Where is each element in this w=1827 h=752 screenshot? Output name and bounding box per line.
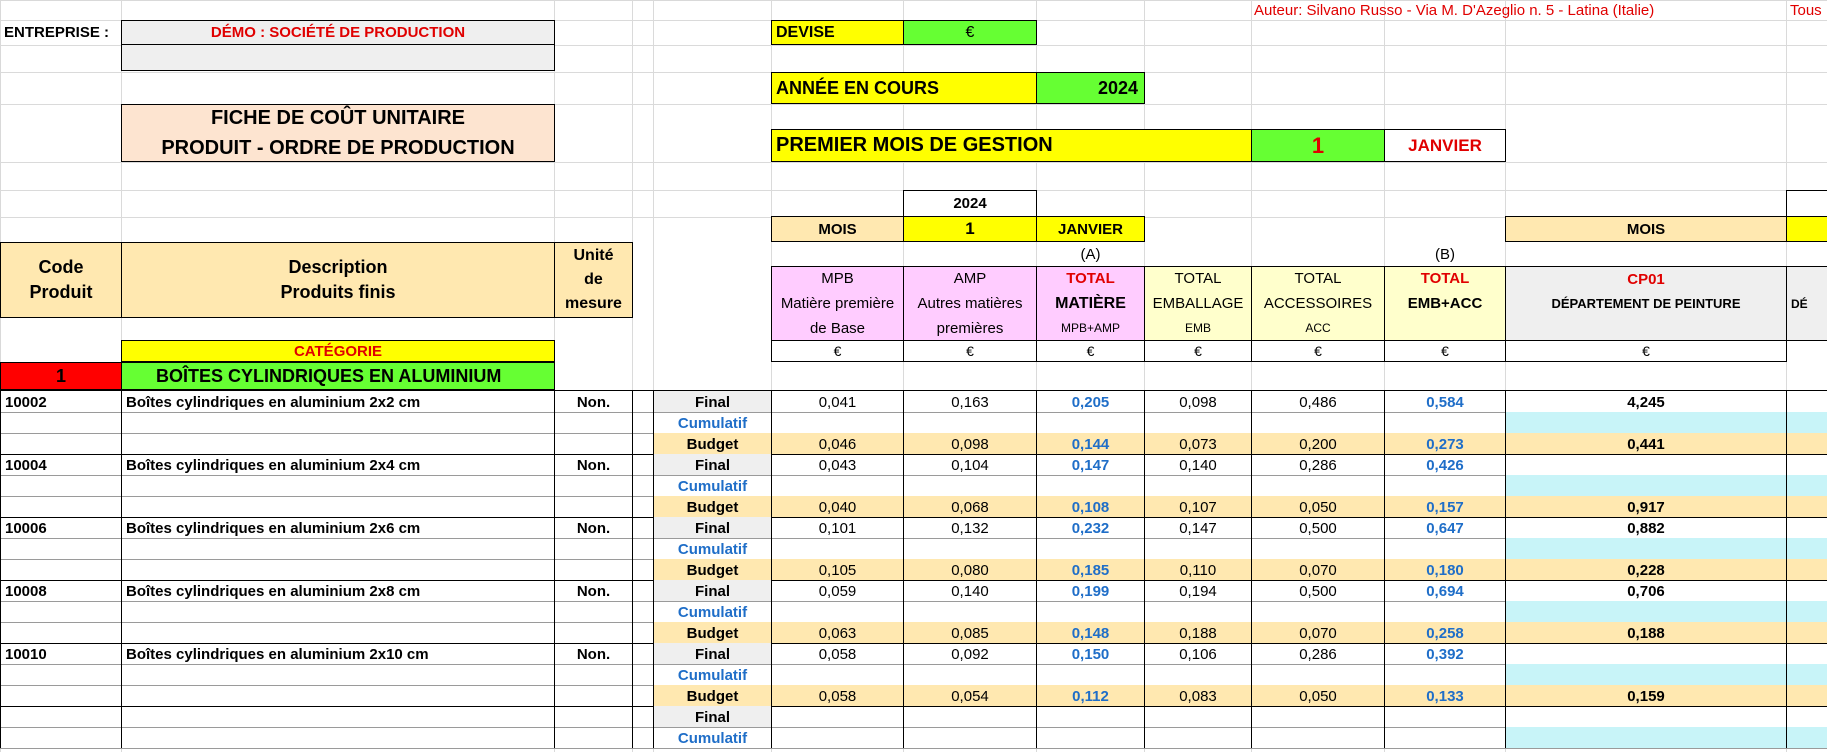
header-tm-code: TOTAL [1066,270,1115,287]
cell-cp01[interactable]: 4,245 [1505,391,1787,413]
cell-cp01[interactable]: 0,917 [1505,496,1787,518]
category-label: CATÉGORIE [121,340,555,362]
cell-total-matiere[interactable] [1036,706,1145,728]
header-code-line2: Produit [29,282,93,302]
title-line-1: FICHE DE COÛT UNITAIRE [210,107,466,129]
cell-mpb[interactable] [771,664,904,686]
cell-cp01[interactable]: 0,159 [1505,685,1787,707]
cell-description[interactable]: Boîtes cylindriques en aluminium 2x8 cm [121,580,555,602]
header-unit-line1: Unité [573,247,614,264]
header-mpb [771,266,904,341]
category-number-cell[interactable]: 1 [0,362,122,390]
cell-spacer[interactable] [632,706,654,728]
cell-total-matiere[interactable]: 0,148 [1036,622,1145,644]
header-ta-line2: ACC [1305,321,1331,335]
cell-code[interactable] [0,706,122,728]
header-next-dept [1786,266,1827,341]
header-mpb-line2: de Base [809,320,866,337]
cell-total-emb-acc[interactable]: 0,133 [1384,685,1506,707]
cell-total-emballage[interactable]: 0,188 [1144,622,1252,644]
cell-description[interactable] [121,685,555,707]
cell-total-matiere[interactable]: 0,185 [1036,559,1145,581]
cell-total-matiere[interactable]: 0,199 [1036,580,1145,602]
first-month-name-cell[interactable]: JANVIER [1384,129,1506,162]
unit-mpb: € [771,340,904,362]
cell-total-accessoires[interactable] [1251,601,1385,623]
cell-total-emb-acc[interactable]: 0,584 [1384,391,1506,413]
cell-next-dept[interactable] [1786,412,1827,434]
cell-total-emb-acc[interactable] [1384,727,1506,749]
cell-mpb[interactable] [771,538,904,560]
cell-cp01[interactable]: 0,882 [1505,517,1787,539]
cell-unit[interactable] [554,706,633,728]
header-description [121,242,555,318]
cell-amp[interactable]: 0,140 [903,580,1037,602]
cell-total-accessoires[interactable] [1251,706,1385,728]
cell-total-accessoires[interactable]: 0,070 [1251,622,1385,644]
cell-next-dept[interactable] [1786,517,1827,539]
cell-code[interactable] [0,685,122,707]
cell-next-dept[interactable] [1786,727,1827,749]
cell-mpb[interactable]: 0,043 [771,454,904,476]
cell-total-matiere[interactable] [1036,412,1145,434]
cell-unit[interactable]: Non. [554,391,633,413]
cell-mpb[interactable]: 0,105 [771,559,904,581]
cell-total-accessoires[interactable] [1251,727,1385,749]
header-total-matiere [1036,266,1145,341]
cell-unit[interactable] [554,433,633,455]
header-cp01 [1505,266,1787,341]
cell-total-accessoires[interactable]: 0,500 [1251,517,1385,539]
cell-mpb[interactable]: 0,041 [771,391,904,413]
unit-tea: € [1384,340,1506,362]
cell-description[interactable] [121,727,555,749]
cell-type[interactable]: Budget [653,685,772,707]
cell-spacer[interactable] [632,727,654,749]
unit-amp: € [903,340,1037,362]
cell-type[interactable]: Cumulatif [653,601,772,623]
cell-description[interactable] [121,559,555,581]
header-ta-line1: ACCESSOIRES [1263,295,1373,312]
company-name-cell[interactable]: DÉMO : SOCIÉTÉ DE PRODUCTION [121,20,555,45]
cell-mpb[interactable]: 0,058 [771,643,904,665]
cell-amp[interactable] [903,601,1037,623]
cell-total-emb-acc[interactable]: 0,180 [1384,559,1506,581]
cell-unit[interactable] [554,412,633,434]
company-extra-cell[interactable] [121,44,555,71]
cell-total-emb-acc[interactable]: 0,258 [1384,622,1506,644]
cell-total-emballage[interactable]: 0,106 [1144,643,1252,665]
cell-description[interactable] [121,475,555,497]
cell-total-emballage[interactable]: 0,147 [1144,517,1252,539]
cell-unit[interactable] [554,622,633,644]
cell-description[interactable] [121,664,555,686]
unit-tm: € [1036,340,1145,362]
cell-next-dept[interactable] [1786,391,1827,413]
cell-amp[interactable]: 0,068 [903,496,1037,518]
right-year-cell[interactable] [1786,190,1827,217]
header-mpb-code: MPB [821,270,854,287]
cell-type[interactable]: Budget [653,559,772,581]
header-total-accessoires [1251,266,1385,341]
cell-type[interactable]: Cumulatif [653,412,772,434]
cell-next-dept[interactable] [1786,601,1827,623]
cell-total-matiere[interactable]: 0,205 [1036,391,1145,413]
cell-unit[interactable] [554,601,633,623]
cell-spacer[interactable] [632,685,654,707]
header-mpb-line1: Matière première [780,295,895,312]
cell-description[interactable] [121,433,555,455]
cell-total-matiere[interactable]: 0,232 [1036,517,1145,539]
cell-total-accessoires[interactable] [1251,475,1385,497]
cell-amp[interactable]: 0,163 [903,391,1037,413]
cell-cp01[interactable]: 0,441 [1505,433,1787,455]
cell-code[interactable]: 10010 [0,643,122,665]
cell-code[interactable] [0,433,122,455]
cell-cp01[interactable] [1505,475,1787,497]
cell-cp01[interactable] [1505,538,1787,560]
cell-spacer[interactable] [632,538,654,560]
cell-cp01[interactable]: 0,188 [1505,622,1787,644]
cell-unit[interactable]: Non. [554,643,633,665]
cell-spacer[interactable] [632,496,654,518]
cell-code[interactable] [0,496,122,518]
cell-spacer[interactable] [632,517,654,539]
cell-amp[interactable] [903,538,1037,560]
cell-total-matiere[interactable] [1036,538,1145,560]
cell-amp[interactable]: 0,132 [903,517,1037,539]
cell-total-matiere[interactable] [1036,727,1145,749]
unit-ta: € [1251,340,1385,362]
cell-total-accessoires[interactable] [1251,412,1385,434]
cell-type[interactable]: Budget [653,622,772,644]
cell-type[interactable]: Cumulatif [653,538,772,560]
cell-code[interactable] [0,412,122,434]
cell-total-accessoires[interactable]: 0,486 [1251,391,1385,413]
first-month-label: PREMIER MOIS DE GESTION [771,129,1252,162]
currency-value-cell[interactable]: € [903,20,1037,45]
header-tm-line1: MATIÈRE [1055,295,1126,312]
cell-mpb[interactable] [771,706,904,728]
cell-total-emb-acc[interactable]: 0,647 [1384,517,1506,539]
cell-code[interactable]: 10004 [0,454,122,476]
cell-total-emballage[interactable]: 0,194 [1144,580,1252,602]
header-code-line1: Code [38,257,84,277]
cell-type[interactable]: Final [653,706,772,728]
header-te-line2: EMB [1184,321,1211,335]
gridline [0,162,1827,163]
rows-top-border [0,390,1827,391]
cell-total-emb-acc[interactable] [1384,412,1506,434]
cell-unit[interactable] [554,727,633,749]
period-month-number-cell[interactable]: 1 [903,216,1037,242]
cell-next-dept[interactable] [1786,664,1827,686]
cell-total-emb-acc[interactable] [1384,601,1506,623]
cell-total-emballage[interactable] [1144,664,1252,686]
cell-total-emb-acc[interactable]: 0,273 [1384,433,1506,455]
period-month-label: MOIS [771,216,904,242]
first-month-number-cell[interactable]: 1 [1251,129,1385,162]
header-amp [903,266,1037,341]
cell-spacer[interactable] [632,412,654,434]
cell-total-emballage[interactable] [1144,601,1252,623]
sheet-title [121,104,555,162]
cell-mpb[interactable] [771,412,904,434]
cell-amp[interactable]: 0,054 [903,685,1037,707]
cell-mpb[interactable]: 0,058 [771,685,904,707]
cell-type[interactable]: Final [653,580,772,602]
cell-cp01[interactable] [1505,454,1787,476]
cell-total-emballage[interactable] [1144,538,1252,560]
cell-total-emballage[interactable]: 0,110 [1144,559,1252,581]
header-unit-line3: mesure [565,295,622,312]
cell-amp[interactable] [903,706,1037,728]
cell-spacer[interactable] [632,664,654,686]
header-total-emballage [1144,266,1252,341]
cell-unit[interactable]: Non. [554,580,633,602]
cell-description[interactable] [121,538,555,560]
cell-type[interactable]: Cumulatif [653,727,772,749]
cell-amp[interactable]: 0,092 [903,643,1037,665]
cell-amp[interactable] [903,475,1037,497]
cell-unit[interactable] [554,664,633,686]
period-month-name-cell[interactable]: JANVIER [1036,216,1145,242]
header-amp-line2: premières [936,320,1004,337]
header-tea-line1: EMB+ACC [1407,295,1483,312]
cell-cp01[interactable] [1505,706,1787,728]
cell-mpb[interactable] [771,727,904,749]
cell-mpb[interactable]: 0,063 [771,622,904,644]
header-ta-code: TOTAL [1294,270,1342,287]
cell-spacer[interactable] [632,580,654,602]
cell-unit[interactable] [554,496,633,518]
cell-total-accessoires[interactable]: 0,286 [1251,454,1385,476]
cell-next-dept[interactable] [1786,580,1827,602]
header-te-code: TOTAL [1174,270,1222,287]
right-month-cell[interactable] [1786,216,1827,242]
cell-mpb[interactable] [771,475,904,497]
header-code-produit [0,242,122,318]
cell-mpb[interactable]: 0,059 [771,580,904,602]
cell-code[interactable]: 10006 [0,517,122,539]
cell-code[interactable]: 10008 [0,580,122,602]
cell-next-dept[interactable] [1786,475,1827,497]
cell-description[interactable]: Boîtes cylindriques en aluminium 2x10 cm [121,643,555,665]
cell-total-accessoires[interactable] [1251,538,1385,560]
cell-mpb[interactable]: 0,046 [771,433,904,455]
cell-spacer[interactable] [632,601,654,623]
cell-total-matiere[interactable]: 0,147 [1036,454,1145,476]
cell-type[interactable]: Budget [653,496,772,518]
cell-cp01[interactable] [1505,727,1787,749]
cell-total-matiere[interactable]: 0,112 [1036,685,1145,707]
cell-total-emb-acc[interactable] [1384,475,1506,497]
cell-description[interactable]: Boîtes cylindriques en aluminium 2x4 cm [121,454,555,476]
cell-amp[interactable]: 0,085 [903,622,1037,644]
cell-type[interactable]: Final [653,517,772,539]
cell-next-dept[interactable] [1786,622,1827,644]
cell-cp01[interactable] [1505,664,1787,686]
unit-te: € [1144,340,1252,362]
cell-total-emballage[interactable] [1144,412,1252,434]
cell-mpb[interactable] [771,601,904,623]
cell-code[interactable] [0,601,122,623]
year-value-cell[interactable]: 2024 [1036,72,1145,104]
cell-total-accessoires[interactable]: 0,050 [1251,685,1385,707]
cell-amp[interactable]: 0,098 [903,433,1037,455]
header-te-line1: EMBALLAGE [1152,295,1244,312]
cell-spacer[interactable] [632,559,654,581]
cell-unit[interactable]: Non. [554,454,633,476]
cell-cp01[interactable] [1505,412,1787,434]
cell-unit[interactable] [554,538,633,560]
header-total-emb-acc [1384,266,1506,341]
marker-a: (A) [1080,246,1101,263]
cell-description[interactable] [121,496,555,518]
cell-amp[interactable] [903,727,1037,749]
cell-total-accessoires[interactable]: 0,286 [1251,643,1385,665]
cell-description[interactable] [121,622,555,644]
cell-amp[interactable] [903,664,1037,686]
cell-description[interactable]: Boîtes cylindriques en aluminium 2x2 cm [121,391,555,413]
cell-type[interactable]: Budget [653,433,772,455]
header-tm-line2: MPB+AMP [1060,321,1120,335]
cell-total-accessoires[interactable] [1251,664,1385,686]
header-unit-line2: de [584,271,603,288]
cell-total-emb-acc[interactable] [1384,664,1506,686]
cell-total-emballage[interactable]: 0,140 [1144,454,1252,476]
cell-code[interactable] [0,727,122,749]
cell-next-dept[interactable] [1786,685,1827,707]
cell-total-emb-acc[interactable] [1384,706,1506,728]
right-month-label: MOIS [1505,216,1787,242]
cell-unit[interactable] [554,559,633,581]
cell-code[interactable] [0,475,122,497]
cell-unit[interactable] [554,475,633,497]
header-next-dept-text: DÉ [1791,296,1808,311]
header-tea-code: TOTAL [1420,270,1470,287]
unit-cp: € [1505,340,1787,362]
cell-unit[interactable]: Non. [554,517,633,539]
row-divider [0,748,1827,749]
cell-spacer[interactable] [632,454,654,476]
cell-total-emb-acc[interactable]: 0,392 [1384,643,1506,665]
cell-description[interactable] [121,601,555,623]
cell-next-dept[interactable] [1786,538,1827,560]
period-year-cell[interactable]: 2024 [903,190,1037,217]
cell-code[interactable] [0,622,122,644]
cell-total-emballage[interactable] [1144,475,1252,497]
cell-code[interactable] [0,559,122,581]
currency-label: DEVISE [771,20,904,45]
cell-next-dept[interactable] [1786,643,1827,665]
cell-total-emballage[interactable] [1144,706,1252,728]
cell-type[interactable]: Cumulatif [653,664,772,686]
author-note-tail: Tous [1790,1,1822,19]
cell-total-emballage[interactable]: 0,073 [1144,433,1252,455]
cell-type[interactable]: Cumulatif [653,475,772,497]
cell-amp[interactable] [903,412,1037,434]
cell-cp01[interactable]: 0,706 [1505,580,1787,602]
cell-unit[interactable] [554,685,633,707]
cell-total-emb-acc[interactable]: 0,694 [1384,580,1506,602]
cell-spacer[interactable] [632,391,654,413]
cell-next-dept[interactable] [1786,706,1827,728]
cell-total-emballage[interactable]: 0,098 [1144,391,1252,413]
cell-description[interactable] [121,706,555,728]
header-cp-line1: DÉPARTEMENT DE PEINTURE [1551,295,1741,311]
cell-total-accessoires[interactable]: 0,500 [1251,580,1385,602]
cell-mpb[interactable]: 0,101 [771,517,904,539]
cell-total-matiere[interactable]: 0,144 [1036,433,1145,455]
cell-total-matiere[interactable]: 0,150 [1036,643,1145,665]
cell-next-dept[interactable] [1786,454,1827,476]
cell-total-accessoires[interactable]: 0,070 [1251,559,1385,581]
cell-total-matiere[interactable] [1036,664,1145,686]
cell-description[interactable] [121,412,555,434]
cell-total-emballage[interactable]: 0,107 [1144,496,1252,518]
cell-total-matiere[interactable] [1036,601,1145,623]
marker-b: (B) [1435,246,1455,263]
cell-spacer[interactable] [632,433,654,455]
cell-description[interactable]: Boîtes cylindriques en aluminium 2x6 cm [121,517,555,539]
cell-total-emballage[interactable]: 0,083 [1144,685,1252,707]
year-label: ANNÉE EN COURS [771,72,1037,104]
header-unite [554,242,633,318]
cell-amp[interactable]: 0,080 [903,559,1037,581]
cell-next-dept[interactable] [1786,559,1827,581]
author-note: Auteur: Silvano Russo - Via M. D'Azeglio n. 5 - Latina (Italie) [1254,1,1655,19]
header-amp-line1: Autres matières [917,295,1023,312]
cell-total-accessoires[interactable]: 0,200 [1251,433,1385,455]
cell-amp[interactable]: 0,104 [903,454,1037,476]
cell-spacer[interactable] [632,643,654,665]
company-label: ENTREPRISE : [4,24,110,41]
header-cp-code: CP01 [1627,270,1665,288]
cell-code[interactable] [0,538,122,560]
cell-next-dept[interactable] [1786,433,1827,455]
cell-type[interactable]: Final [653,391,772,413]
cell-total-accessoires[interactable]: 0,050 [1251,496,1385,518]
cell-code[interactable]: 10002 [0,391,122,413]
cell-total-emb-acc[interactable]: 0,157 [1384,496,1506,518]
cell-total-emballage[interactable] [1144,727,1252,749]
cell-mpb[interactable]: 0,040 [771,496,904,518]
cell-cp01[interactable] [1505,643,1787,665]
title-line-2: PRODUIT - ORDRE DE PRODUCTION [161,137,515,159]
cell-type[interactable]: Final [653,643,772,665]
cell-spacer[interactable] [632,622,654,644]
cell-total-emb-acc[interactable] [1384,538,1506,560]
cell-cp01[interactable]: 0,228 [1505,559,1787,581]
header-amp-code: AMP [953,270,987,287]
cell-cp01[interactable] [1505,601,1787,623]
cell-total-matiere[interactable]: 0,108 [1036,496,1145,518]
cell-total-matiere[interactable] [1036,475,1145,497]
cell-code[interactable] [0,664,122,686]
header-desc-line2: Produits finis [280,282,396,302]
cell-total-emb-acc[interactable]: 0,426 [1384,454,1506,476]
cell-type[interactable]: Final [653,454,772,476]
cell-next-dept[interactable] [1786,496,1827,518]
header-desc-line1: Description [288,257,388,277]
cell-spacer[interactable] [632,475,654,497]
category-name-cell[interactable]: BOÎTES CYLINDRIQUES EN ALUMINIUM [121,362,555,390]
